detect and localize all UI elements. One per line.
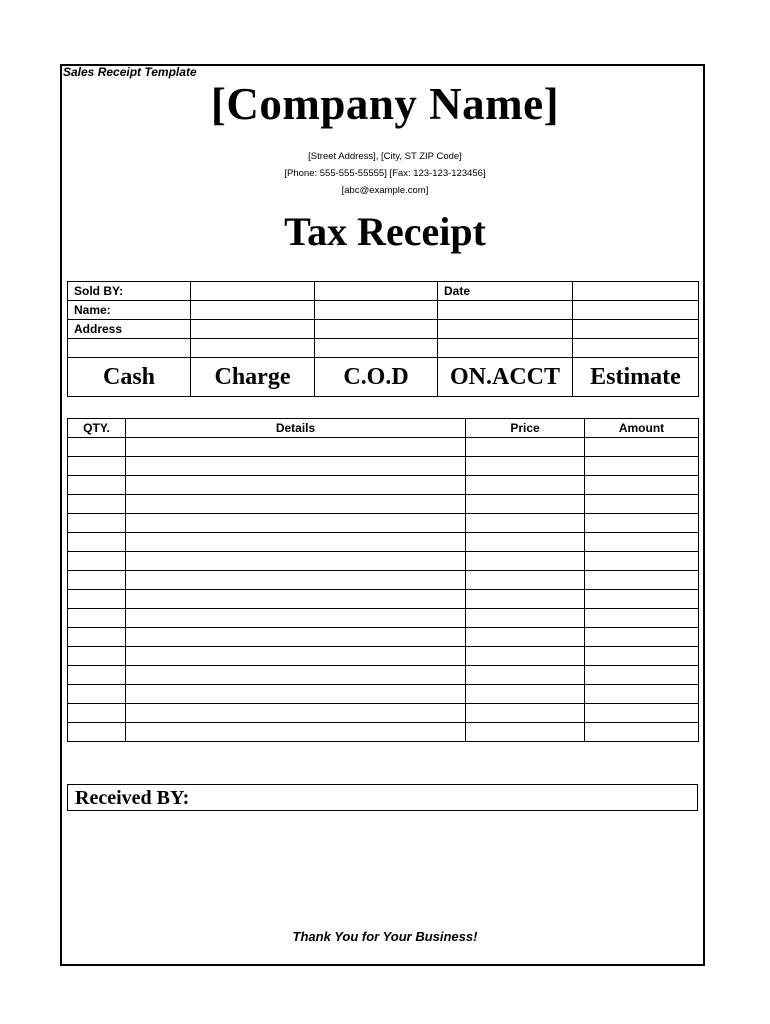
table-row (68, 571, 699, 590)
price-cell[interactable] (466, 685, 585, 704)
amount-cell[interactable] (585, 476, 699, 495)
details-cell[interactable] (126, 628, 466, 647)
qty-header: QTY. (68, 419, 126, 438)
thank-you-note: Thank You for Your Business! (292, 929, 478, 944)
qty-cell[interactable] (68, 647, 126, 666)
payment-on-account[interactable]: ON.ACCT (438, 358, 573, 397)
details-header: Details (126, 419, 466, 438)
details-cell[interactable] (126, 704, 466, 723)
payment-cash[interactable]: Cash (68, 358, 191, 397)
info-cell[interactable] (573, 339, 699, 358)
qty-cell[interactable] (68, 533, 126, 552)
qty-cell[interactable] (68, 590, 126, 609)
qty-cell[interactable] (68, 609, 126, 628)
details-cell[interactable] (126, 647, 466, 666)
qty-cell[interactable] (68, 685, 126, 704)
amount-cell[interactable] (585, 628, 699, 647)
payment-cod[interactable]: C.O.D (315, 358, 438, 397)
amount-cell[interactable] (585, 666, 699, 685)
items-table (67, 418, 699, 742)
name-field[interactable] (191, 301, 315, 320)
qty-cell[interactable] (68, 476, 126, 495)
email-line: [abc@example.com] (341, 185, 429, 196)
table-row (68, 666, 699, 685)
price-cell[interactable] (466, 476, 585, 495)
table-row (68, 628, 699, 647)
info-cell[interactable] (438, 339, 573, 358)
details-cell[interactable] (126, 666, 466, 685)
price-header: Price (466, 419, 585, 438)
date-field[interactable] (573, 282, 699, 301)
amount-cell[interactable] (585, 590, 699, 609)
qty-cell[interactable] (68, 723, 126, 742)
payment-estimate[interactable]: Estimate (573, 358, 699, 397)
details-cell[interactable] (126, 571, 466, 590)
receipt-title: Tax Receipt (284, 209, 486, 254)
details-cell[interactable] (126, 533, 466, 552)
company-name: [Company Name] (210, 79, 560, 129)
price-cell[interactable] (466, 552, 585, 571)
amount-cell[interactable] (585, 533, 699, 552)
info-cell[interactable] (573, 301, 699, 320)
sold-by-field[interactable] (191, 282, 315, 301)
details-cell[interactable] (126, 514, 466, 533)
details-cell[interactable] (126, 476, 466, 495)
details-cell[interactable] (126, 685, 466, 704)
amount-cell[interactable] (585, 438, 699, 457)
table-row (68, 514, 699, 533)
price-cell[interactable] (466, 704, 585, 723)
qty-cell[interactable] (68, 571, 126, 590)
table-row (68, 495, 699, 514)
amount-cell[interactable] (585, 723, 699, 742)
price-cell[interactable] (466, 628, 585, 647)
table-row (68, 552, 699, 571)
info-cell[interactable] (68, 339, 191, 358)
details-cell[interactable] (126, 723, 466, 742)
sold-by-field-2[interactable] (315, 282, 438, 301)
amount-header: Amount (585, 419, 699, 438)
info-cell[interactable] (573, 320, 699, 339)
sold-by-label: Sold BY: (68, 282, 191, 301)
table-row (68, 704, 699, 723)
details-cell[interactable] (126, 457, 466, 476)
address-line: [Street Address], [City, ST ZIP Code] (308, 151, 462, 162)
qty-cell[interactable] (68, 495, 126, 514)
table-row (68, 723, 699, 742)
qty-cell[interactable] (68, 552, 126, 571)
price-cell[interactable] (466, 533, 585, 552)
amount-cell[interactable] (585, 552, 699, 571)
price-cell[interactable] (466, 609, 585, 628)
info-cell[interactable] (438, 320, 573, 339)
table-row (68, 476, 699, 495)
amount-cell[interactable] (585, 495, 699, 514)
details-cell[interactable] (126, 495, 466, 514)
table-row (68, 533, 699, 552)
price-cell[interactable] (466, 590, 585, 609)
address-label: Address (68, 320, 191, 339)
price-cell[interactable] (466, 457, 585, 476)
address-field[interactable] (191, 320, 315, 339)
table-row (68, 438, 699, 457)
amount-cell[interactable] (585, 609, 699, 628)
price-cell[interactable] (466, 666, 585, 685)
date-label: Date (438, 282, 573, 301)
price-cell[interactable] (466, 647, 585, 666)
details-cell[interactable] (126, 552, 466, 571)
price-cell[interactable] (466, 723, 585, 742)
price-cell[interactable] (466, 571, 585, 590)
info-cell[interactable] (191, 339, 315, 358)
received-by-field[interactable]: Received BY: (67, 784, 698, 811)
template-label: Sales Receipt Template (63, 65, 197, 79)
table-row (68, 647, 699, 666)
table-row (68, 457, 699, 476)
phone-fax-line: [Phone: 555-555-55555] [Fax: 123-123-123456] (284, 168, 486, 179)
address-field-2[interactable] (315, 320, 438, 339)
info-cell[interactable] (438, 301, 573, 320)
amount-cell[interactable] (585, 647, 699, 666)
amount-cell[interactable] (585, 704, 699, 723)
table-row (68, 609, 699, 628)
amount-cell[interactable] (585, 685, 699, 704)
name-field-2[interactable] (315, 301, 438, 320)
price-cell[interactable] (466, 438, 585, 457)
qty-cell[interactable] (68, 628, 126, 647)
amount-cell[interactable] (585, 571, 699, 590)
table-row (68, 590, 699, 609)
details-cell[interactable] (126, 438, 466, 457)
payment-charge[interactable]: Charge (191, 358, 315, 397)
qty-cell[interactable] (68, 514, 126, 533)
table-row (68, 685, 699, 704)
amount-cell[interactable] (585, 457, 699, 476)
info-cell[interactable] (315, 339, 438, 358)
price-cell[interactable] (466, 514, 585, 533)
qty-cell[interactable] (68, 438, 126, 457)
amount-cell[interactable] (585, 514, 699, 533)
details-cell[interactable] (126, 609, 466, 628)
customer-info-table (67, 281, 699, 397)
qty-cell[interactable] (68, 704, 126, 723)
qty-cell[interactable] (68, 666, 126, 685)
details-cell[interactable] (126, 590, 466, 609)
name-label: Name: (68, 301, 191, 320)
qty-cell[interactable] (68, 457, 126, 476)
price-cell[interactable] (466, 495, 585, 514)
